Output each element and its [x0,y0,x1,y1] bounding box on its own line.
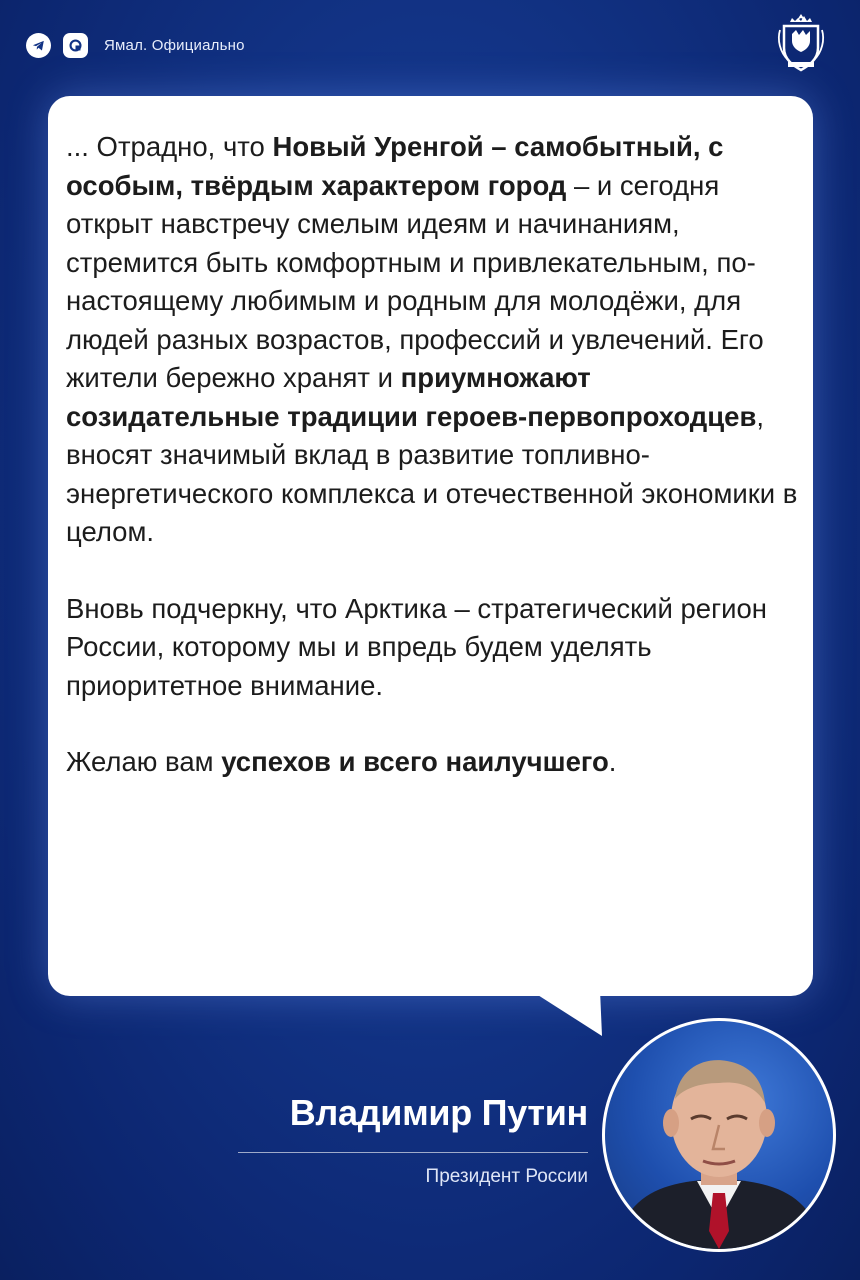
quote-text-segment: , вносят значимый вклад в развитие топливно-энергетического комплекса и отечественной экономики в целом. [66,400,798,547]
author-name: Владимир Путин [289,1092,588,1133]
vk-icon[interactable] [63,33,88,58]
quote-text-segment: ... Отрадно, что [66,131,273,162]
author-role: Президент России [425,1166,588,1187]
speech-bubble-tail [530,990,620,1040]
quote-paragraph-3 [66,743,806,782]
quote-card [48,96,813,996]
quote-text-segment: Желаю вам [66,746,222,777]
quote-paragraph-2: Вновь подчеркну, что Арктика – стратегический регион России, которому мы и впредь будем уделять приоритетное внимание. [66,592,767,701]
portrait-illustration [605,1021,833,1249]
yamal-coat-of-arms-icon [776,12,826,74]
quote-highlight: приумножают созидательные традиции героев-первопроходцев [66,362,757,432]
quote-highlight: Новый Уренгой – самобытный, с особым, твёрдым характером город [66,131,724,201]
quote-paragraph-1 [66,128,806,552]
quote-text-segment: – и сегодня открыт навстречу смелым идеям и начинаниям, стремится быть комфортным и привлекательным, по-настоящему любимым и родным для молодёжи, для людей разных возрастов, профессий и увлечений. Его жители бережно хранят и [66,169,764,393]
header [26,30,245,60]
author-divider [238,1152,588,1153]
quote-highlight: успехов и всего наилучшего [221,746,609,777]
quote-text-segment: . [608,746,617,777]
author-block [290,1092,588,1188]
author-photo [602,1018,836,1252]
telegram-icon[interactable] [26,33,51,58]
channel-title: Ямал. Официально [104,36,245,54]
quote-text [66,128,806,820]
